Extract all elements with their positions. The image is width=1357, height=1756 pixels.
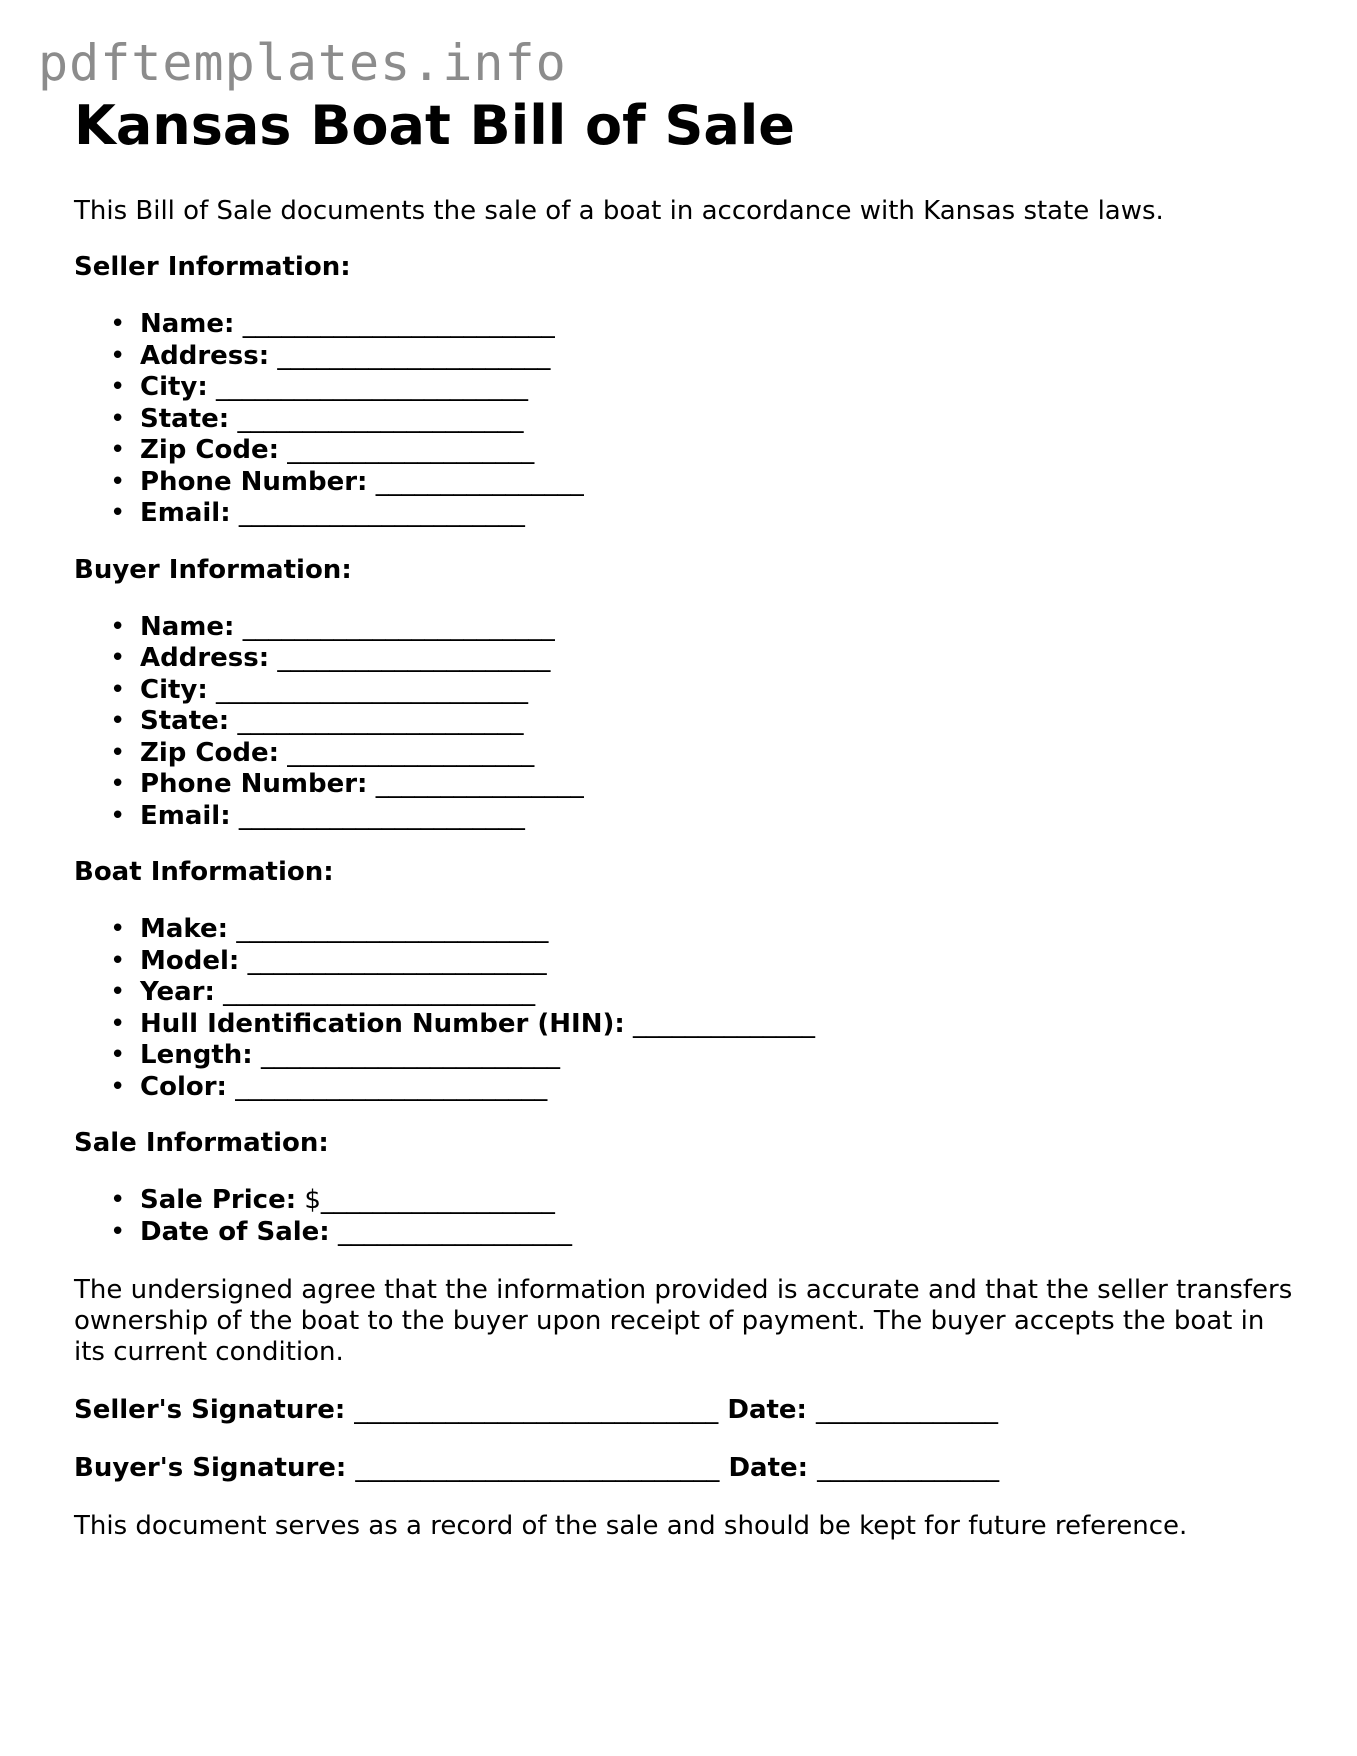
seller-date-line[interactable]: ______________: [816, 1395, 999, 1425]
seller-phone-field: • Phone Number: ________________: [110, 466, 584, 497]
bullet-icon: •: [110, 372, 126, 402]
fill-line[interactable]: ________________________: [216, 372, 529, 402]
bullet-icon: •: [110, 466, 126, 497]
boat-color-field: • Color: ________________________: [110, 1071, 548, 1102]
seller-name-field: • Name: ________________________: [110, 309, 555, 339]
boat-length-field: • Length: _______________________: [110, 1040, 560, 1070]
bullet-icon: •: [110, 1216, 126, 1247]
bullet-icon: •: [110, 800, 126, 831]
seller-state-field: • State: ______________________: [110, 403, 524, 434]
bullet-icon: •: [110, 643, 126, 673]
sale-price-field: • Sale Price: $__________________: [110, 1185, 555, 1215]
bullet-icon: •: [110, 498, 126, 528]
buyer-zip-field: • Zip Code: ___________________: [110, 737, 535, 768]
buyer-field-list: [74, 612, 1294, 833]
boat-section-heading: Boat Information:: [74, 857, 334, 887]
boat-year-field: • Year: ________________________: [110, 977, 536, 1007]
fill-line[interactable]: ________________________: [223, 977, 536, 1007]
bullet-icon: •: [110, 1040, 126, 1070]
boat-field-list: [74, 914, 1294, 1103]
fill-line[interactable]: _______________________: [247, 945, 547, 976]
bullet-icon: •: [110, 340, 126, 371]
fill-line[interactable]: ________________: [375, 769, 584, 799]
bullet-icon: •: [110, 1008, 126, 1039]
fill-line[interactable]: ________________: [375, 466, 584, 497]
bullet-icon: •: [110, 435, 126, 465]
bullet-icon: •: [110, 737, 126, 768]
bullet-icon: •: [110, 611, 126, 642]
buyer-signature-label: Buyer's Signature:: [74, 1453, 347, 1483]
bullet-icon: •: [110, 977, 126, 1007]
boat-model-field: • Model: _______________________: [110, 945, 547, 976]
seller-signature-label: Seller's Signature:: [74, 1395, 346, 1425]
seller-address-field: • Address: _____________________: [110, 340, 551, 371]
seller-field-list: [74, 309, 1294, 530]
fill-line[interactable]: $__________________: [304, 1185, 555, 1215]
sale-date-field: • Date of Sale: __________________: [110, 1216, 572, 1247]
intro-paragraph: This Bill of Sale documents the sale of a boat in accordance with Kansas state laws.: [74, 196, 1164, 226]
fill-line[interactable]: _____________________: [277, 643, 551, 673]
fill-line[interactable]: ______________________: [237, 706, 524, 736]
document-body: [74, 94, 1294, 1542]
buyer-name-field: • Name: ________________________: [110, 611, 555, 642]
closing-paragraph: This document serves as a record of the sale and should be kept for future reference.: [74, 1511, 1188, 1541]
bullet-icon: •: [110, 945, 126, 976]
seller-section-heading: Seller Information:: [74, 252, 351, 282]
fill-line[interactable]: _____________________: [277, 340, 551, 371]
fill-line[interactable]: __________________: [337, 1216, 572, 1247]
buyer-signature-row: [74, 1453, 1294, 1484]
seller-city-field: • City: ________________________: [110, 372, 529, 402]
bullet-icon: •: [110, 1071, 126, 1102]
fill-line[interactable]: ________________________: [242, 611, 555, 642]
buyer-date-label: Date:: [728, 1453, 809, 1483]
seller-date-label: Date:: [727, 1395, 807, 1425]
buyer-city-field: • City: ________________________: [110, 674, 529, 705]
seller-zip-field: • Zip Code: ___________________: [110, 435, 535, 465]
bullet-icon: •: [110, 914, 126, 944]
sale-field-list: [74, 1185, 1294, 1248]
seller-email-field: • Email: ______________________: [110, 498, 525, 528]
buyer-date-line[interactable]: ______________: [817, 1453, 1000, 1483]
fill-line[interactable]: ________________________: [235, 1071, 548, 1102]
boat-hin-field: • Hull Identification Number (HIN): ______________: [110, 1008, 816, 1039]
bullet-icon: •: [110, 1185, 126, 1215]
seller-signature-line[interactable]: ____________________________: [354, 1395, 719, 1425]
fill-line[interactable]: ________________________: [216, 674, 529, 705]
watermark-text: pdftemplates.info: [38, 34, 567, 92]
sale-section-heading: Sale Information:: [74, 1128, 329, 1158]
fill-line[interactable]: ______________________: [238, 498, 525, 528]
document-title: Kansas Boat Bill of Sale: [74, 94, 795, 157]
boat-make-field: • Make: ________________________: [110, 914, 549, 944]
bullet-icon: •: [110, 403, 126, 434]
fill-line[interactable]: ___________________: [287, 737, 535, 768]
fill-line[interactable]: ________________________: [236, 914, 549, 944]
fill-line[interactable]: ________________________: [242, 309, 555, 339]
fill-line[interactable]: _______________________: [260, 1040, 560, 1070]
seller-signature-row: [74, 1395, 1294, 1426]
buyer-address-field: • Address: _____________________: [110, 643, 551, 673]
buyer-email-field: • Email: ______________________: [110, 800, 525, 831]
bullet-icon: •: [110, 674, 126, 705]
bullet-icon: •: [110, 706, 126, 736]
buyer-signature-line[interactable]: ____________________________: [355, 1453, 720, 1483]
fill-line[interactable]: ______________: [633, 1008, 816, 1039]
bullet-icon: •: [110, 769, 126, 799]
agreement-paragraph: The undersigned agree that the information provided is accurate and that the seller transfers ownership of the boat to the buyer upon receipt of payment. The buyer accepts the boat in its current condition.: [74, 1275, 1293, 1367]
fill-line[interactable]: ___________________: [287, 435, 535, 465]
buyer-section-heading: Buyer Information:: [74, 554, 352, 585]
bullet-icon: •: [110, 309, 126, 339]
fill-line[interactable]: ______________________: [237, 403, 524, 434]
buyer-state-field: • State: ______________________: [110, 706, 524, 736]
fill-line[interactable]: ______________________: [238, 800, 525, 831]
buyer-phone-field: • Phone Number: ________________: [110, 769, 584, 799]
